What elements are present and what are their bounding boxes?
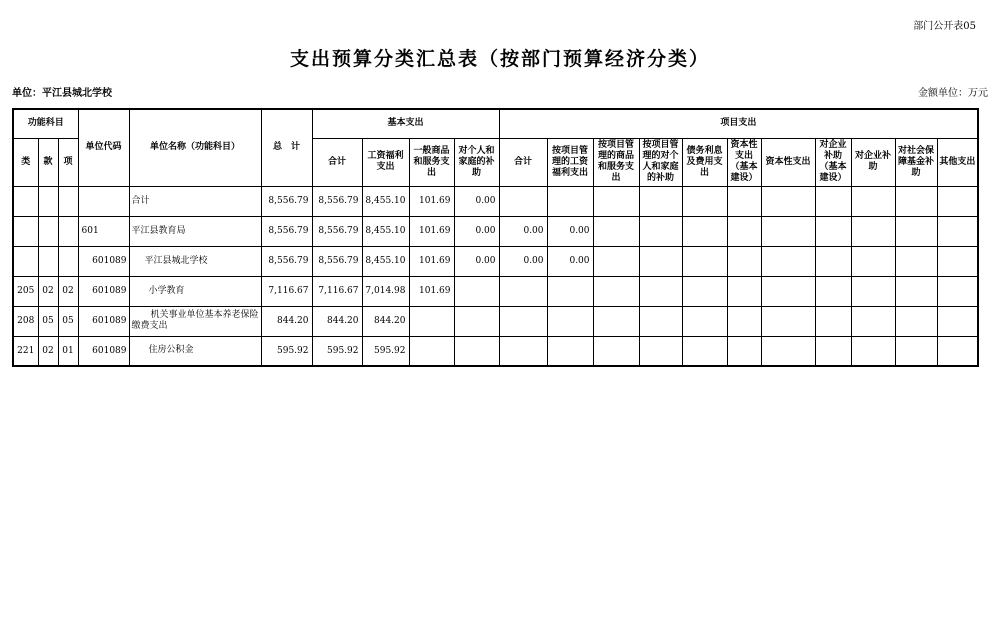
cell-amount <box>682 276 727 306</box>
cell-unit-code: 601089 <box>78 276 129 306</box>
cell-func-item <box>58 246 78 276</box>
col-header-project-goods: 按项目管理的商品和服务支出 <box>593 138 639 186</box>
cell-amount: 595.92 <box>362 336 409 366</box>
cell-amount <box>682 306 727 336</box>
col-header-capital-basic-construction: 资本性支出（基本建设） <box>727 138 761 186</box>
cell-func-section: 02 <box>38 336 58 366</box>
cell-amount: 101.69 <box>409 186 454 216</box>
cell-amount <box>639 246 682 276</box>
cell-amount <box>815 306 851 336</box>
cell-unit-code <box>78 186 129 216</box>
col-header-functional-subject: 功能科目 <box>13 109 78 138</box>
col-header-wages-benefits: 工资福利支出 <box>362 138 409 186</box>
cell-amount: 8,455.10 <box>362 246 409 276</box>
cell-amount: 8,455.10 <box>362 186 409 216</box>
cell-amount <box>895 246 937 276</box>
cell-amount <box>895 186 937 216</box>
col-header-capital: 资本性支出 <box>761 138 815 186</box>
cell-amount <box>727 336 761 366</box>
cell-func-class: 221 <box>13 336 38 366</box>
cell-func-class: 205 <box>13 276 38 306</box>
cell-unit-name: 合计 <box>129 186 261 216</box>
cell-amount <box>593 306 639 336</box>
cell-amount <box>761 216 815 246</box>
cell-total: 595.92 <box>261 336 312 366</box>
cell-amount <box>937 246 978 276</box>
table-body <box>13 186 978 366</box>
cell-unit-name: 住房公积金 <box>129 336 261 366</box>
cell-amount <box>547 336 593 366</box>
col-header-section: 款 <box>38 138 58 186</box>
cell-amount <box>639 216 682 246</box>
cell-amount <box>547 306 593 336</box>
cell-amount <box>639 306 682 336</box>
col-header-enterprise-subsidy: 对企业补助 <box>851 138 895 186</box>
amount-unit-label: 金额单位：万元 <box>918 88 988 99</box>
cell-func-item <box>58 186 78 216</box>
cell-func-section: 02 <box>38 276 58 306</box>
col-header-class: 类 <box>13 138 38 186</box>
cell-amount <box>895 216 937 246</box>
cell-amount <box>454 306 499 336</box>
cell-unit-name: 平江县教育局 <box>129 216 261 246</box>
header-row-groups <box>13 109 978 138</box>
cell-amount: 8,455.10 <box>362 216 409 246</box>
cell-func-class: 208 <box>13 306 38 336</box>
cell-amount <box>727 306 761 336</box>
cell-amount <box>499 186 547 216</box>
cell-amount <box>727 246 761 276</box>
cell-unit-name: 平江县城北学校 <box>129 246 261 276</box>
cell-amount <box>593 246 639 276</box>
table-row <box>13 306 978 336</box>
cell-amount <box>851 186 895 216</box>
col-header-total: 总 计 <box>261 109 312 186</box>
col-header-goods-services: 一般商品和服务支出 <box>409 138 454 186</box>
cell-amount <box>682 336 727 366</box>
cell-amount <box>761 276 815 306</box>
cell-func-item: 02 <box>58 276 78 306</box>
cell-amount: 0.00 <box>454 216 499 246</box>
cell-amount: 0.00 <box>499 246 547 276</box>
cell-amount <box>851 276 895 306</box>
cell-func-section <box>38 246 58 276</box>
cell-amount <box>593 336 639 366</box>
cell-amount <box>499 336 547 366</box>
cell-func-class <box>13 246 38 276</box>
cell-func-section: 05 <box>38 306 58 336</box>
cell-func-section <box>38 186 58 216</box>
cell-func-class <box>13 186 38 216</box>
page-title: 支出预算分类汇总表（按部门预算经济分类） <box>289 48 710 70</box>
cell-amount: 0.00 <box>547 246 593 276</box>
cell-amount: 101.69 <box>409 246 454 276</box>
cell-amount: 101.69 <box>409 276 454 306</box>
cell-amount: 595.92 <box>312 336 362 366</box>
cell-amount: 0.00 <box>454 186 499 216</box>
cell-func-section <box>38 216 58 246</box>
cell-amount <box>761 336 815 366</box>
cell-amount: 0.00 <box>499 216 547 246</box>
col-header-enterprise-subsidy-construction: 对企业补助（基本建设） <box>815 138 851 186</box>
cell-amount: 7,116.67 <box>312 276 362 306</box>
cell-amount <box>593 216 639 246</box>
col-header-social-security-fund: 对社会保障基金补助 <box>895 138 937 186</box>
col-header-project-subtotal: 合计 <box>499 138 547 186</box>
cell-unit-code: 601089 <box>78 246 129 276</box>
cell-amount <box>454 336 499 366</box>
cell-amount <box>815 246 851 276</box>
cell-amount <box>639 276 682 306</box>
col-header-item: 项 <box>58 138 78 186</box>
cell-total: 8,556.79 <box>261 186 312 216</box>
cell-amount <box>547 186 593 216</box>
unit-label: 单位：平江县城北学校 <box>12 88 112 99</box>
cell-amount <box>895 276 937 306</box>
col-header-basic-expenditure-group: 基本支出 <box>312 109 499 138</box>
cell-amount <box>761 306 815 336</box>
cell-amount: 844.20 <box>312 306 362 336</box>
cell-amount <box>593 276 639 306</box>
cell-amount <box>761 246 815 276</box>
cell-amount <box>639 186 682 216</box>
cell-total: 8,556.79 <box>261 216 312 246</box>
cell-amount <box>593 186 639 216</box>
cell-amount: 8,556.79 <box>312 186 362 216</box>
cell-amount <box>815 276 851 306</box>
cell-amount <box>815 216 851 246</box>
cell-amount <box>409 306 454 336</box>
cell-amount: 101.69 <box>409 216 454 246</box>
cell-amount <box>895 336 937 366</box>
cell-amount <box>937 216 978 246</box>
cell-amount <box>639 336 682 366</box>
col-header-debt-interest: 债务利息及费用支出 <box>682 138 727 186</box>
cell-unit-name: 小学教育 <box>129 276 261 306</box>
cell-amount <box>727 216 761 246</box>
meta-row <box>12 84 988 99</box>
table-row <box>13 216 978 246</box>
col-header-unit-code: 单位代码 <box>78 109 129 186</box>
cell-amount <box>851 336 895 366</box>
cell-amount: 844.20 <box>362 306 409 336</box>
table-row <box>13 336 978 366</box>
cell-func-item <box>58 216 78 246</box>
cell-amount <box>851 216 895 246</box>
cell-amount: 0.00 <box>547 216 593 246</box>
cell-total: 7,116.67 <box>261 276 312 306</box>
col-header-unit-name: 单位名称（功能科目） <box>129 109 261 186</box>
cell-amount <box>499 306 547 336</box>
cell-unit-code: 601 <box>78 216 129 246</box>
col-header-project-expenditure-group: 项目支出 <box>499 109 978 138</box>
cell-amount <box>727 186 761 216</box>
cell-amount <box>851 246 895 276</box>
col-header-individual-family-subsidy: 对个人和家庭的补助 <box>454 138 499 186</box>
col-header-basic-subtotal: 合计 <box>312 138 362 186</box>
cell-amount <box>682 246 727 276</box>
cell-func-item: 05 <box>58 306 78 336</box>
cell-amount <box>409 336 454 366</box>
cell-func-item: 01 <box>58 336 78 366</box>
col-header-project-wages: 按项目管理的工资福利支出 <box>547 138 593 186</box>
cell-total: 844.20 <box>261 306 312 336</box>
cell-func-class <box>13 216 38 246</box>
table-row <box>13 276 978 306</box>
cell-amount <box>937 276 978 306</box>
table-row <box>13 246 978 276</box>
col-header-other-expenditure: 其他支出 <box>937 138 978 186</box>
cell-amount <box>851 306 895 336</box>
cell-amount <box>937 336 978 366</box>
cell-amount <box>815 336 851 366</box>
cell-amount <box>937 306 978 336</box>
cell-amount <box>682 186 727 216</box>
cell-amount: 7,014.98 <box>362 276 409 306</box>
col-header-project-individual: 按项目管理的对个人和家庭的补助 <box>639 138 682 186</box>
cell-amount <box>895 306 937 336</box>
cell-amount <box>815 186 851 216</box>
cell-amount: 8,556.79 <box>312 246 362 276</box>
cell-amount <box>547 276 593 306</box>
cell-amount: 8,556.79 <box>312 216 362 246</box>
cell-amount <box>682 216 727 246</box>
cell-amount <box>454 276 499 306</box>
cell-amount <box>937 186 978 216</box>
cell-amount <box>761 186 815 216</box>
cell-amount <box>727 276 761 306</box>
cell-unit-name: 机关事业单位基本养老保险缴费支出 <box>129 306 261 336</box>
cell-unit-code: 601089 <box>78 306 129 336</box>
cell-amount: 0.00 <box>454 246 499 276</box>
budget-table <box>12 108 979 367</box>
table-row <box>13 186 978 216</box>
cell-total: 8,556.79 <box>261 246 312 276</box>
cell-unit-code: 601089 <box>78 336 129 366</box>
doc-number: 部门公开表05 <box>913 21 976 32</box>
cell-amount <box>499 276 547 306</box>
